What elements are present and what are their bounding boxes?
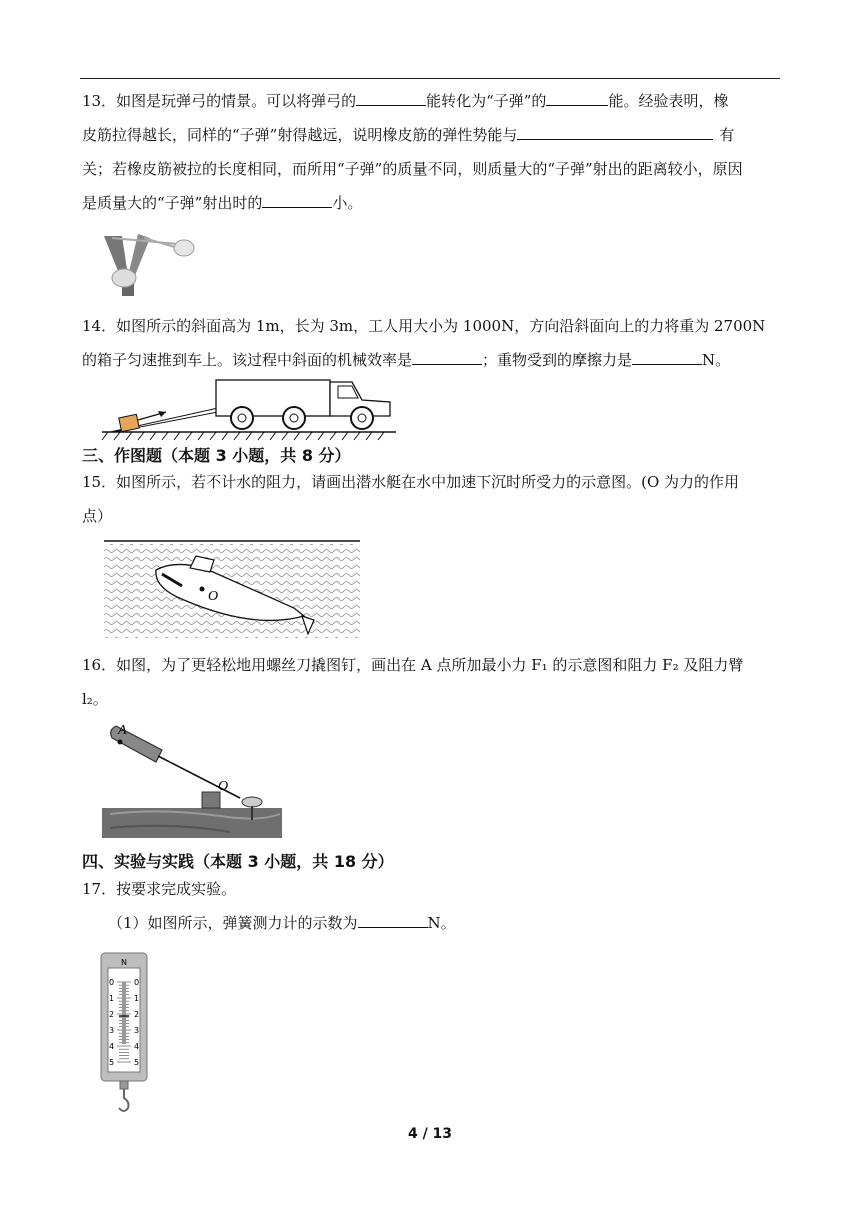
screwdriver-figure <box>100 716 284 840</box>
spring-scale-figure <box>100 952 150 1118</box>
q15-line1: 15．如图所示，若不计水的阻力，请画出潜水艇在水中加速下沉时所受力的示意图。(O 为力的作用 <box>82 473 740 491</box>
point-o-label: O <box>218 779 229 794</box>
answer-blank[interactable] <box>546 89 608 106</box>
answer-blank[interactable] <box>356 89 426 106</box>
scale-tick-left: 0 <box>109 978 115 987</box>
scale-tick-right: 3 <box>134 1026 140 1035</box>
q13-line4: 是质量大的“子弹”射出时的 小。 <box>82 186 782 220</box>
answer-blank[interactable] <box>358 911 428 928</box>
scale-tick-right: 1 <box>134 994 140 1003</box>
q13-line1: 13．如图是玩弹弓的情景。可以将弹弓的 能转化为“子弹”的 能。经验表明，橡 <box>82 84 782 118</box>
page-number: 4 / 13 <box>407 1126 453 1142</box>
answer-blank[interactable] <box>412 348 482 365</box>
question-17 <box>82 872 782 940</box>
question-16 <box>82 648 782 716</box>
q16-line2: l₂。 <box>82 690 108 708</box>
answer-blank[interactable] <box>262 191 332 208</box>
answer-blank[interactable] <box>517 123 713 140</box>
scale-tick-left: 5 <box>109 1058 115 1067</box>
q13-line2: 皮筋拉得越长，同样的“子弹”射得越远，说明橡皮筋的弹性势能与 有 <box>82 118 782 152</box>
scale-tick-left: 3 <box>109 1026 115 1035</box>
scale-tick-right: 4 <box>134 1042 140 1051</box>
q14-line1: 14．如图所示的斜面高为 1m，长为 3m，工人用大小为 1000N，方向沿斜面向上的力将重为 2700N <box>82 317 766 335</box>
submarine-figure <box>104 538 360 638</box>
answer-blank[interactable] <box>632 348 702 365</box>
question-13 <box>82 84 782 220</box>
section-heading-experiment: 四、实验与实践（本题 3 小题，共 18 分） <box>82 852 394 871</box>
submarine-point-label: O <box>208 589 219 604</box>
question-14 <box>82 309 782 377</box>
header-rule <box>80 78 780 79</box>
slingshot-figure <box>98 226 198 302</box>
scale-tick-left: 4 <box>109 1042 115 1051</box>
q17-line1: 17．按要求完成实验。 <box>82 880 237 898</box>
q14-line2: 的箱子匀速推到车上。该过程中斜面的机械效率是 ；重物受到的摩擦力是 N。 <box>82 343 782 377</box>
scale-tick-left: 1 <box>109 994 115 1003</box>
scale-tick-right: 2 <box>134 1010 140 1019</box>
scale-unit-label: N <box>121 958 127 967</box>
scale-tick-right: 0 <box>134 978 140 987</box>
point-a-label: A <box>118 723 127 738</box>
scale-tick-left: 2 <box>109 1010 115 1019</box>
q15-line2: 点） <box>82 507 113 525</box>
scale-tick-right: 5 <box>134 1058 140 1067</box>
q13-line3: 关；若橡皮筋被拉的长度相同，而所用“子弹”的质量不同，则质量大的“子弹”射出的距离较小，原因 <box>82 160 743 178</box>
section-heading-drawing: 三、作图题（本题 3 小题，共 8 分） <box>82 446 351 465</box>
incline-truck-figure <box>100 374 400 446</box>
q17-sub1: （1）如图所示，弹簧测力计的示数为 N。 <box>82 906 782 940</box>
q16-line1: 16．如图，为了更轻松地用螺丝刀撬图钉，画出在 A 点所加最小力 F₁ 的示意图和阻力 F₂ 及阻力臂 <box>82 656 744 674</box>
question-15 <box>82 465 782 533</box>
